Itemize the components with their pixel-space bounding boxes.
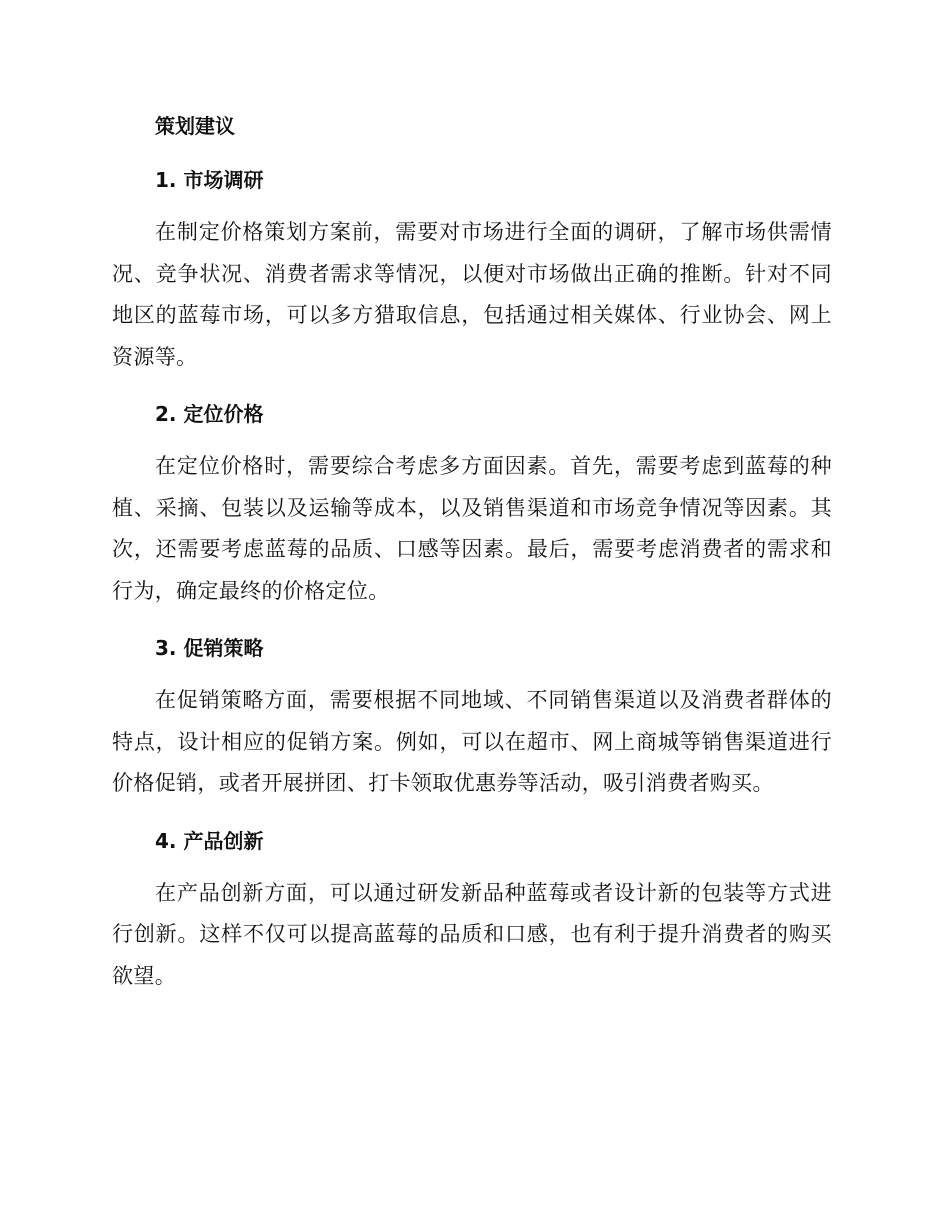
spacer — [112, 378, 832, 396]
section-heading-promotion: 3. 促销策略 — [155, 636, 264, 660]
section-body-pricing: 在定位价格时，需要综合考虑多方面因素。首先，需要考虑到蓝莓的种植、采摘、包装以及运输等成本，以及销售渠道和市场竞争情况等因素。其次，还需要考虑蓝莓的品质、口感等因素。最后，需要考虑消费者的需求和行为，确定最终的价格定位。 — [112, 454, 832, 603]
section-body-promotion: 在促销策略方面，需要根据不同地域、不同销售渠道以及消费者群体的特点，设计相应的促销方案。例如，可以在超市、网上商城等销售渠道进行价格促销，或者开展拼团、打卡领取优惠券等活动，吸引消费者购买。 — [112, 688, 832, 795]
document-title: 策划建议 — [155, 114, 235, 138]
spacer — [112, 144, 832, 162]
spacer — [112, 666, 832, 680]
spacer — [112, 805, 832, 823]
section-heading-product-innovation: 4. 产品创新 — [155, 828, 264, 853]
spacer — [112, 612, 832, 630]
document-content — [112, 108, 832, 997]
spacer — [112, 198, 832, 212]
section-body-market-research: 在制定价格策划方案前，需要对市场进行全面的调研，了解市场供需情况、竞争状况、消费者需求等情况，以便对市场做出正确的推断。针对不同地区的蓝莓市场，可以多方猎取信息，包括通过相关媒体、行业协会、网上资源等。 — [112, 220, 832, 369]
section-body-product-innovation: 在产品创新方面，可以通过研发新品种蓝莓或者设计新的包装等方式进行创新。这样不仅可以提高蓝莓的品质和口感，也有利于提升消费者的购买欲望。 — [112, 880, 832, 988]
spacer — [112, 859, 832, 873]
spacer — [112, 432, 832, 446]
section-heading-pricing: 2. 定位价格 — [155, 402, 264, 426]
section-heading-market-research: 1. 市场调研 — [155, 168, 264, 192]
